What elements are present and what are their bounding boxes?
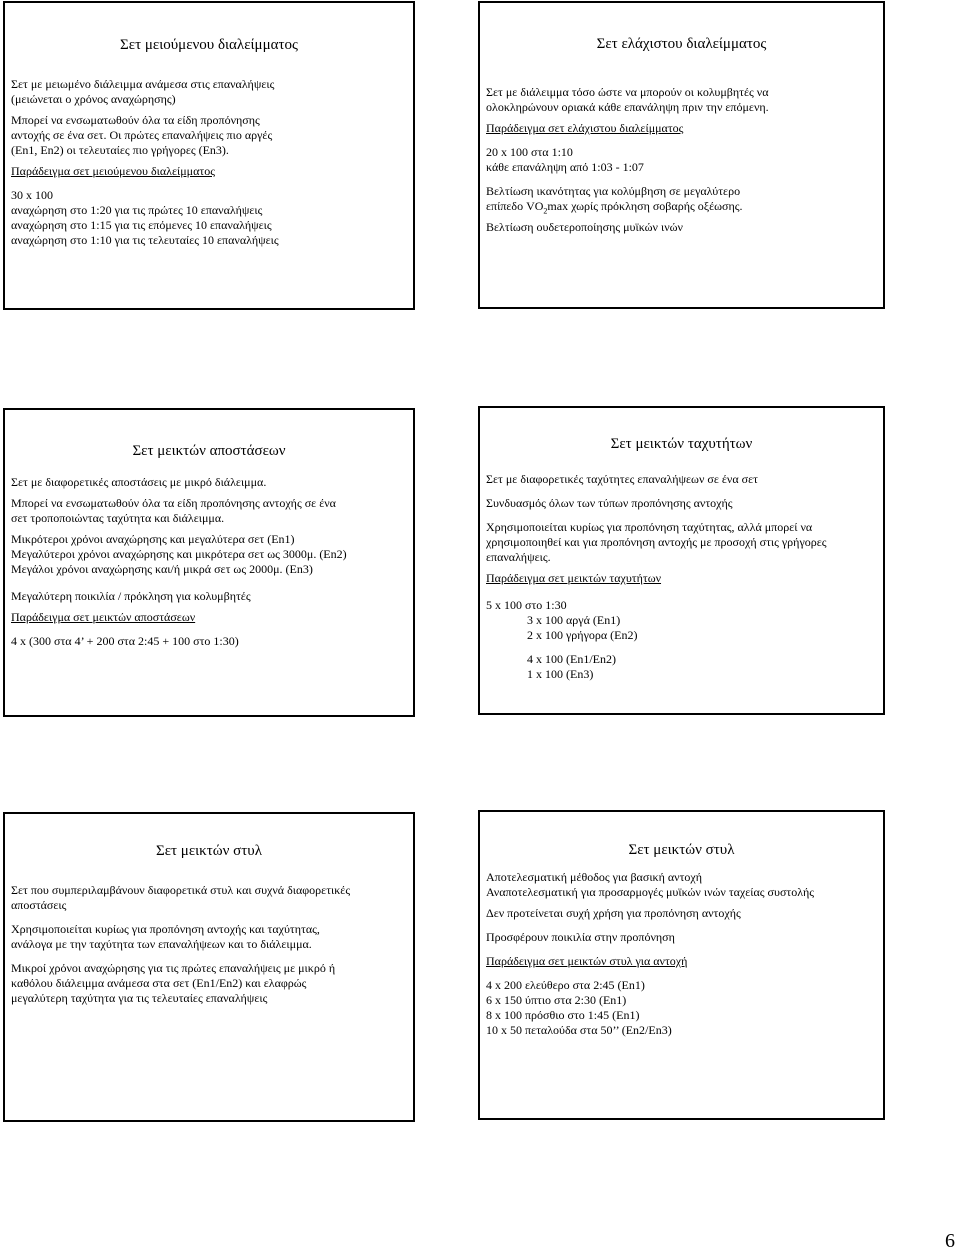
body-line: μεγαλύτερη ταχύτητα για τις τελευταίες επαναλήψεις	[11, 991, 268, 1005]
intro-line: Σετ με διαφορετικές ταχύτητες επαναλήψεων σε ένα σετ	[486, 472, 758, 486]
slide-mixed-stroke-endurance	[478, 810, 885, 1120]
set-line: 4 x 100 (En1/En2)	[527, 652, 616, 666]
body-line: επαναλήψεις.	[486, 550, 551, 564]
intro-line: αποστάσεις	[11, 898, 67, 912]
set-line: 1 x 100 (En3)	[527, 667, 594, 681]
set-line: αναχώρηση στο 1:15 για τις επόμενες 10 επαναλήψεις	[11, 218, 272, 232]
page-number: 6	[945, 1230, 955, 1252]
example-heading: Παράδειγμα σετ μεικτών ταχυτήτων	[486, 571, 662, 585]
intro-line: (μειώνεται ο χρόνος αναχώρησης)	[11, 92, 176, 106]
slide-body	[11, 475, 407, 649]
intro-line: Σετ με μειωμένο διάλειμμα ανάμεσα στις επαναλήψεις	[11, 77, 275, 91]
set-line: 30 x 100	[11, 188, 53, 202]
benefit-line: Βελτίωση ουδετεροποίησης μυϊκών ινών	[486, 220, 683, 234]
slide-title: Σετ μεικτών στυλ	[628, 842, 735, 858]
body-line: Προσφέρουν ποικιλία στην προπόνηση	[486, 930, 675, 944]
body-line: Μεγάλοι χρόνοι αναχώρησης και/ή μικρά σετ ως 2000μ. (En3)	[11, 562, 313, 576]
body-line: Δεν προτείνεται συχή χρήση για προπόνηση αντοχής	[486, 906, 741, 920]
set-line: αναχώρηση στο 1:20 για τις πρώτες 10 επαναλήψεις	[11, 203, 263, 217]
benefit-line: Βελτίωση ικανότητας για κολύμβηση σε μεγαλύτερο	[486, 184, 741, 198]
slide-title: Σετ μεικτών στυλ	[156, 843, 262, 859]
body-line: καθόλου διάλειμμα ανάμεσα στα σετ (En1/En2) και ελαφρώς	[11, 976, 307, 990]
body-line: Μπορεί να ενσωματωθούν όλα τα είδη προπόνησης αντοχής σε ένα	[11, 496, 336, 510]
body-line: αντοχής σε ένα σετ. Οι πρώτες επαναλήψεις πιο αργές	[11, 128, 273, 142]
body-line: χρησιμοποιηθεί και για προπόνηση αντοχής με προσοχή στις γρήγορες	[486, 535, 827, 549]
intro-line: Σετ με διαφορετικές αποστάσεις με μικρό διάλειμμα.	[11, 475, 267, 489]
set-line: 3 x 100 αργά (En1)	[527, 613, 621, 627]
slide-body	[486, 870, 877, 1038]
slide-body	[11, 883, 407, 1006]
intro-line: ολοκληρώνουν οριακά κάθε επανάληψη πριν την επόμενη.	[486, 100, 769, 114]
benefit-text: επίπεδο VO	[486, 199, 544, 213]
benefit-line	[486, 199, 877, 214]
example-heading: Παράδειγμα σετ μεικτών στυλ για αντοχή	[486, 954, 688, 968]
example-heading: Παράδειγμα σετ ελάχιστου διαλείμματος	[486, 121, 684, 135]
intro-line: Σετ με διάλειμμα τόσο ώστε να μπορούν οι κολυμβητές να	[486, 85, 769, 99]
body-line: Χρησιμοποιείται κυρίως για προπόνηση αντοχής και ταχύτητας,	[11, 922, 320, 936]
slide-body	[486, 85, 877, 235]
body-line: Μπορεί να ενσωματωθούν όλα τα είδη προπόνησης	[11, 113, 260, 127]
set-line: 6 x 150 ύπτιο στα 2:30 (En1)	[486, 993, 627, 1007]
example-heading: Παράδειγμα σετ μειούμενου διαλείμματος	[11, 164, 215, 178]
slide-decreasing-rest-set	[3, 1, 415, 310]
slide-title: Σετ μεικτών ταχυτήτων	[610, 436, 753, 452]
set-line: 5 x 100 στο 1:30	[486, 598, 567, 612]
slide-minimum-rest-set	[478, 1, 885, 309]
set-line: 2 x 100 γρήγορα (En2)	[527, 628, 638, 642]
body-line: ανάλογα με την ταχύτητα των επαναλήψεων και το διάλειμμα.	[11, 937, 312, 951]
slide-title: Σετ μειούμενου διαλείμματος	[120, 37, 298, 53]
set-line: 4 x (300 στα 4’ + 200 στα 2:45 + 100 στο 1:30)	[11, 634, 239, 648]
set-line: 10 x 50 πεταλούδα στα 50’’ (En2/En3)	[486, 1023, 672, 1037]
intro-line: Αναποτελεσματική για προσαρμογές μυϊκών ινών ταχείας συστολής	[486, 885, 814, 899]
slide-mixed-distance-set	[3, 408, 415, 717]
body-line: (Εn1, En2) οι τελευταίες πιο γρήγορες (En3).	[11, 143, 229, 157]
body-line: Μικρότεροι χρόνοι αναχώρησης και μεγαλύτερα σετ (En1)	[11, 532, 295, 546]
subscript: 2	[543, 206, 548, 216]
example-heading: Παράδειγμα σετ μεικτών αποστάσεων	[11, 610, 196, 624]
set-line: κάθε επανάληψη από 1:03 - 1:07	[486, 160, 644, 174]
set-line: 20 x 100 στα 1:10	[486, 145, 573, 159]
body-line: Μικροί χρόνοι αναχώρησης για τις πρώτες επαναλήψεις με μικρό ή	[11, 961, 336, 975]
body-line: σετ τροποποιώντας ταχύτητα και διάλειμμα.	[11, 511, 225, 525]
slide-title: Σετ ελάχιστου διαλείμματος	[596, 36, 767, 52]
slide-title: Σετ μεικτών αποστάσεων	[132, 443, 286, 459]
body-line: Συνδυασμός όλων των τύπων προπόνησης αντοχής	[486, 496, 733, 510]
benefit-text: max χωρίς πρόκληση σοβαρής οξέωσης.	[547, 199, 743, 213]
intro-line: Αποτελεσματική μέθοδος για βασική αντοχή	[486, 870, 702, 884]
slide-mixed-stroke-set	[3, 812, 415, 1122]
set-line: αναχώρηση στο 1:10 για τις τελευταίες 10 επαναλήψεις	[11, 233, 279, 247]
body-line: Μεγαλύτερη ποικιλία / πρόκληση για κολυμβητές	[11, 589, 251, 603]
set-line: 4 x 200 ελεύθερο στα 2:45 (En1)	[486, 978, 645, 992]
intro-line: Σετ που συμπεριλαμβάνουν διαφορετικά στυλ και συχνά διαφορετικές	[11, 883, 351, 897]
body-line: Μεγαλύτεροι χρόνοι αναχώρησης και μικρότερα σετ ως 3000μ. (En2)	[11, 547, 347, 561]
slide-body	[486, 472, 877, 682]
body-line: Χρησιμοποιείται κυρίως για προπόνηση ταχύτητας, αλλά μπορεί να	[486, 520, 813, 534]
set-line: 8 x 100 πρόσθιο στο 1:45 (En1)	[486, 1008, 640, 1022]
slide-mixed-speed-set	[478, 406, 885, 715]
slide-body	[11, 77, 407, 248]
